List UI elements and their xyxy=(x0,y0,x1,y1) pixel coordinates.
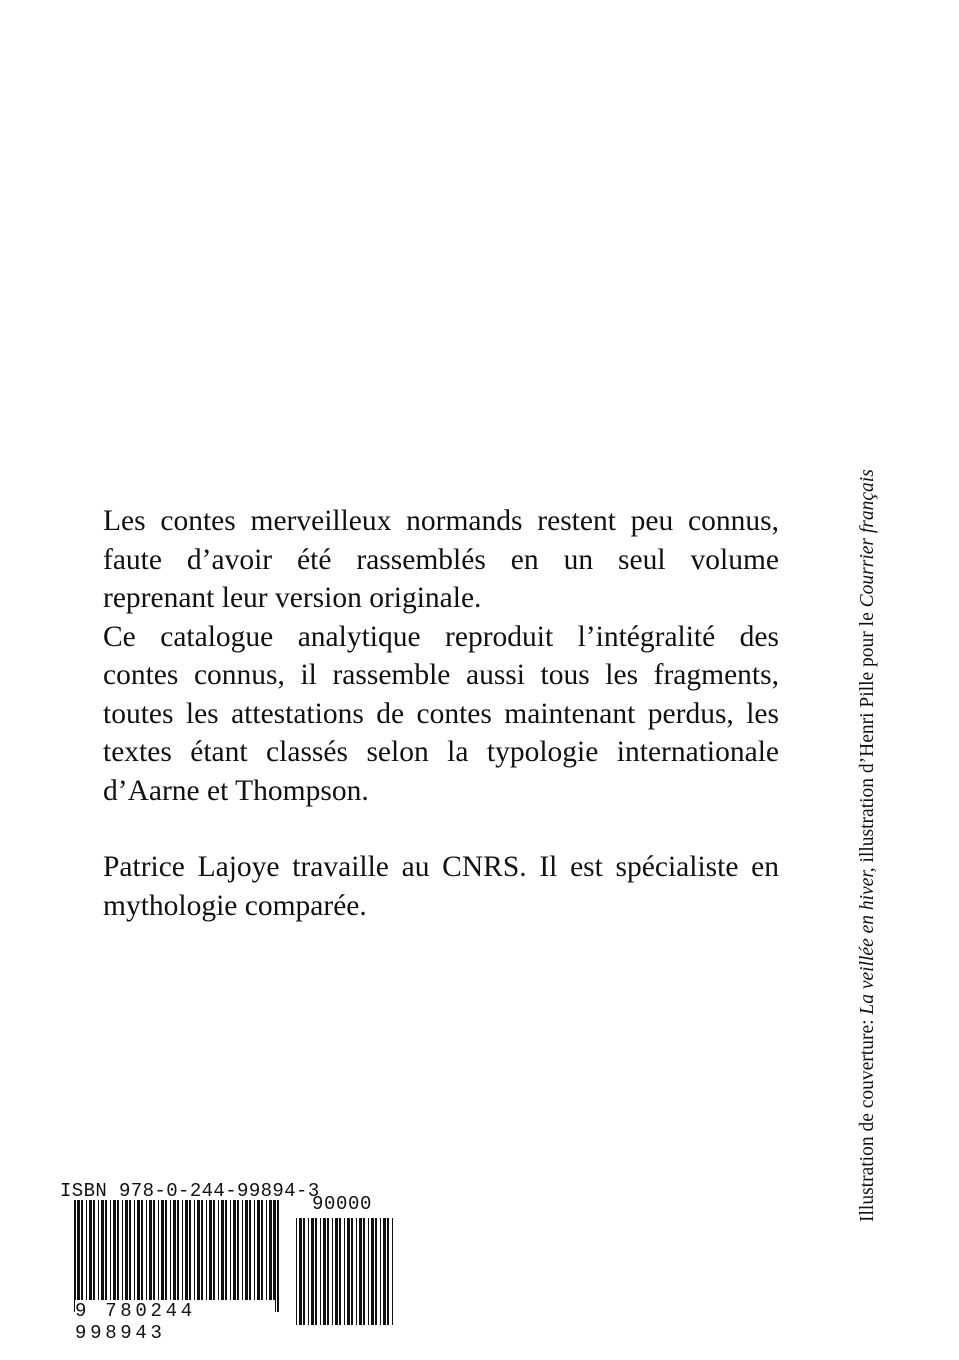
barcode-bar xyxy=(122,1200,123,1300)
addon-barcode-bar xyxy=(375,1218,377,1325)
barcode-bar xyxy=(125,1200,128,1300)
addon-barcode-bar xyxy=(323,1218,326,1325)
barcode-bar xyxy=(110,1200,111,1300)
addon-barcode-bar xyxy=(332,1218,333,1325)
price-code: 90000 xyxy=(312,1193,373,1215)
barcode-bar xyxy=(149,1200,152,1300)
addon-barcode-bar xyxy=(296,1218,297,1325)
barcode-bar xyxy=(89,1200,92,1300)
barcode-bar xyxy=(254,1200,255,1300)
addon-barcode-bar xyxy=(356,1218,357,1325)
barcode-bar xyxy=(113,1200,116,1300)
barcode-bar xyxy=(141,1200,143,1300)
blurb-line: Ce catalogue analytique reproduit l’intégralité des xyxy=(103,620,779,653)
author-bio-line: mythologie comparée. xyxy=(103,889,367,922)
barcode-bar xyxy=(233,1200,236,1300)
addon-barcode-bar xyxy=(359,1218,362,1325)
barcode-guard-bar xyxy=(174,1200,176,1312)
barcode-bar xyxy=(153,1200,155,1300)
back-cover-description xyxy=(103,502,779,925)
barcode-bar xyxy=(182,1200,183,1300)
barcode-bar xyxy=(146,1200,147,1300)
barcode-bar xyxy=(185,1200,188,1300)
barcode-bar xyxy=(221,1200,224,1300)
barcode-bar xyxy=(170,1200,171,1300)
addon-barcode-bar xyxy=(351,1218,353,1325)
isbn-label: ISBN 978-0-244-99894-3 xyxy=(60,1180,320,1202)
barcode-bar xyxy=(257,1200,260,1300)
barcode-bar xyxy=(137,1200,140,1300)
barcode-bar xyxy=(218,1200,219,1300)
barcode-bar xyxy=(261,1200,263,1300)
addon-barcode-bar xyxy=(315,1218,317,1325)
blurb-line: faute d’avoir été rassemblés en un seul volume xyxy=(103,543,779,576)
barcode-bar xyxy=(93,1200,95,1300)
addon-barcode-bar xyxy=(392,1218,393,1325)
barcode-bar xyxy=(245,1200,248,1300)
addon-barcode-bar xyxy=(368,1218,369,1325)
barcode-bar xyxy=(189,1200,191,1300)
barcode-bar xyxy=(197,1200,200,1300)
addon-barcode-bar xyxy=(383,1218,386,1325)
addon-barcode-bar xyxy=(303,1218,305,1325)
blurb-line: toutes les attestations de contes maintenant perdus, les xyxy=(103,697,779,730)
barcode-bar xyxy=(81,1200,83,1300)
barcode-bar xyxy=(117,1200,119,1300)
barcode-bar xyxy=(237,1200,239,1300)
blurb-line: reprenant leur version originale. xyxy=(103,582,482,614)
cover-illustration-credit xyxy=(853,422,883,1222)
addon-barcode-bar xyxy=(335,1218,338,1325)
addon-barcode-bar xyxy=(371,1218,374,1325)
barcode-bar xyxy=(165,1200,167,1300)
blurb-line: d’Aarne et Thompson. xyxy=(103,774,369,807)
blurb-line: textes étant classés selon la typologie internationale xyxy=(103,736,779,768)
barcode-bar xyxy=(98,1200,99,1300)
barcode-guard-bar xyxy=(74,1200,76,1312)
barcode-guard-bar xyxy=(177,1200,179,1312)
paragraph-gap xyxy=(103,810,779,848)
barcode-bar xyxy=(242,1200,243,1300)
barcode-digits: 9 780244 998943 xyxy=(75,1300,275,1322)
barcode-guard-bar xyxy=(274,1200,276,1312)
addon-barcode-bar xyxy=(387,1218,389,1325)
barcode-bar xyxy=(194,1200,195,1300)
barcode-bar xyxy=(158,1200,159,1300)
barcode-bar xyxy=(134,1200,135,1300)
addon-barcode-bar xyxy=(327,1218,329,1325)
addon-barcode-bar xyxy=(320,1218,321,1325)
blurb-line: Les contes merveilleux normands restent peu connus, xyxy=(103,505,779,537)
barcode-guard-bar xyxy=(77,1200,79,1312)
addon-barcode-bar xyxy=(380,1218,381,1325)
barcode-bar xyxy=(201,1200,203,1300)
barcode-bar xyxy=(225,1200,227,1300)
barcode-bar xyxy=(230,1200,231,1300)
barcode-bar xyxy=(249,1200,251,1300)
addon-barcode-bar xyxy=(339,1218,341,1325)
barcode-bar xyxy=(269,1200,272,1300)
barcode-bar xyxy=(105,1200,107,1300)
barcode-guard-bar xyxy=(277,1200,279,1312)
addon-barcode-bar xyxy=(344,1218,345,1325)
addon-barcode-bar xyxy=(347,1218,350,1325)
credit-middle: illustration d’Henri Pille pour le xyxy=(857,607,878,868)
author-bio-line: Patrice Lajoye travaille au CNRS. Il est spécialiste en xyxy=(103,851,779,883)
addon-barcode-bar xyxy=(299,1218,302,1325)
barcode-bar xyxy=(206,1200,207,1300)
barcode-bar xyxy=(86,1200,87,1300)
addon-barcode-bar xyxy=(311,1218,314,1325)
barcode-bar xyxy=(266,1200,267,1300)
barcode-bar xyxy=(213,1200,215,1300)
addon-barcode-bar xyxy=(363,1218,365,1325)
credit-prefix: Illustration de couverture: xyxy=(857,1014,878,1222)
credit-artwork-title: La veillée en hiver, xyxy=(857,867,878,1015)
barcode-bar xyxy=(101,1200,104,1300)
barcode-bar xyxy=(209,1200,212,1300)
credit-journal: Courrier français xyxy=(857,469,878,608)
barcode-bar xyxy=(129,1200,131,1300)
blurb-line: contes connus, il rassemble aussi tous les fragments, xyxy=(103,659,779,691)
barcode-bar xyxy=(161,1200,164,1300)
addon-barcode-bar xyxy=(308,1218,309,1325)
